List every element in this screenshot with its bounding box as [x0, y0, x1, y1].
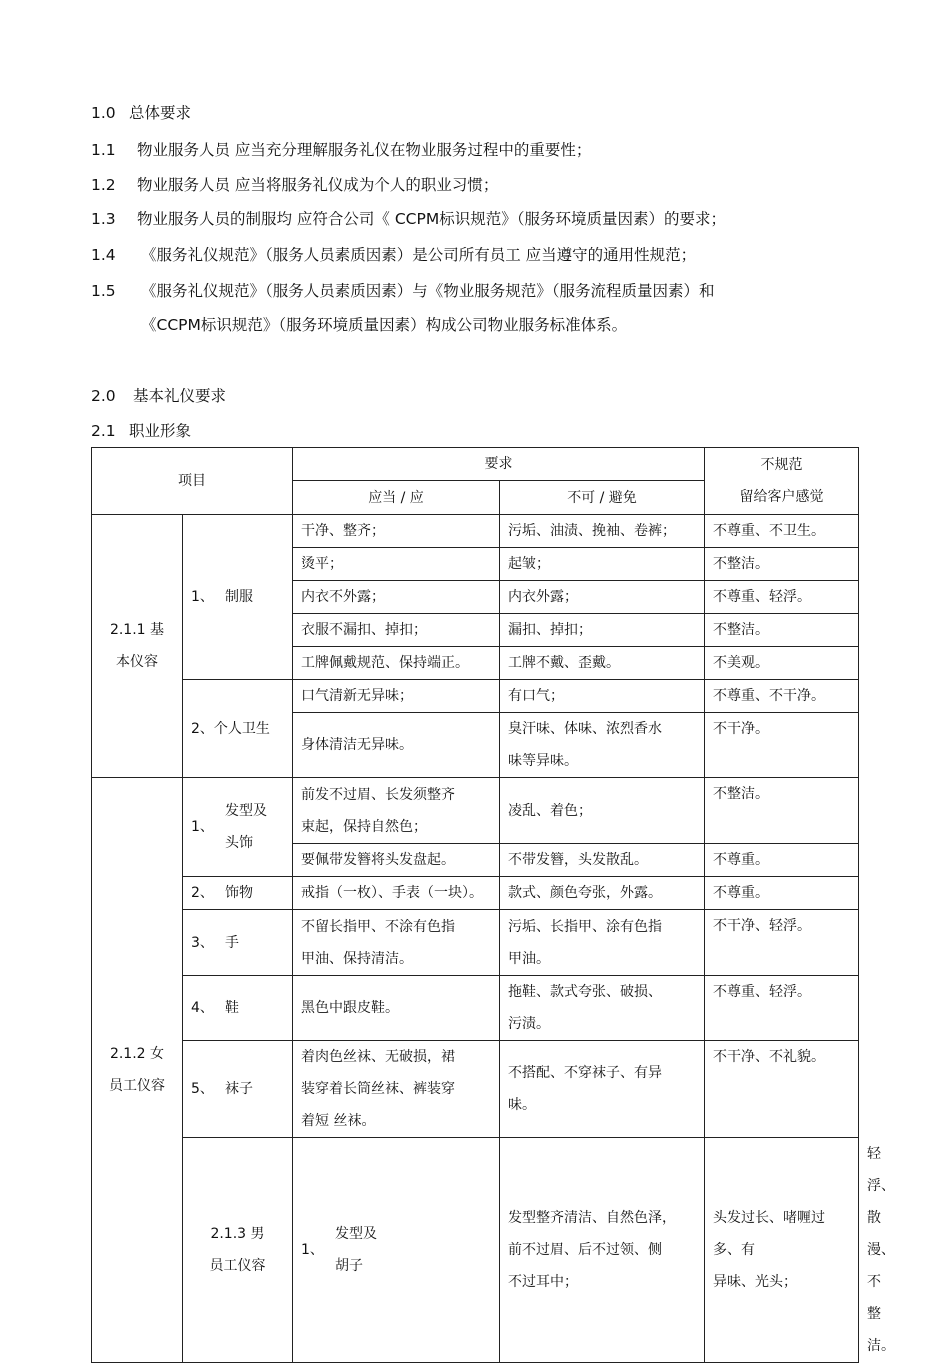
cell-line: 装穿着长筒丝袜、裤装穿: [301, 1081, 455, 1097]
cell-impression: 不干净。: [705, 713, 859, 778]
cell-avoid: [500, 910, 705, 976]
group-label: [335, 1218, 377, 1282]
cell-line: 味。: [508, 1097, 536, 1113]
category-line1: 2.1.2 女: [109, 1046, 165, 1062]
header-avoid: 不可 / 避免: [500, 481, 705, 515]
group-label: [225, 795, 267, 859]
group-male-hair: [293, 1138, 500, 1363]
cell-avoid: 污垢、油渍、挽袖、卷裤；: [500, 515, 705, 548]
cell-line: 头发过长、啫喱过多、有: [713, 1210, 825, 1258]
subsection-number: 2.1: [91, 422, 116, 440]
cell-impression: 不尊重。: [705, 877, 859, 910]
group-number: 4、: [191, 1000, 214, 1016]
subsection-heading: [91, 421, 191, 441]
cell-impression: 不尊重、不卫生。: [705, 515, 859, 548]
group-socks: [183, 1041, 293, 1138]
cell-should: [293, 778, 500, 844]
header-nonstandard-line2: 留给客户感觉: [739, 489, 824, 505]
section-title: 基本礼仪要求: [133, 387, 227, 405]
cell-avoid: 有口气；: [500, 680, 705, 713]
list-item: [91, 245, 696, 265]
cell-should: 工牌佩戴规范、保持端正。: [293, 647, 500, 680]
group-label: 袜子: [225, 1081, 253, 1097]
cell-avoid: 款式、颜色夸张，外露。: [500, 877, 705, 910]
group-accessories: [183, 877, 293, 910]
cell-line: 污垢、长指甲、涂有色指: [508, 918, 662, 935]
cell-avoid: 不带发簪，头发散乱。: [500, 844, 705, 877]
cell-impression: 不尊重、不干净。: [705, 680, 859, 713]
item-number: 1.3: [91, 210, 116, 228]
header-nonstandard: [705, 448, 859, 515]
list-item: [91, 140, 591, 160]
category-male: [183, 1138, 293, 1363]
item-number: 1.4: [91, 246, 116, 264]
group-number: 5、: [191, 1081, 214, 1097]
section-number: 2.0: [91, 387, 116, 405]
cell-line: 不搭配、不穿袜子、有异: [508, 1065, 662, 1081]
cell-impression: 不尊重、轻浮。: [705, 976, 859, 1041]
section2-heading: [91, 386, 226, 406]
group-label: 饰物: [225, 885, 253, 901]
header-requirement: 要求: [293, 448, 705, 481]
cell-impression: 不整洁。: [705, 778, 859, 844]
cell-avoid: [705, 1138, 859, 1363]
cell-line: 甲油。: [508, 950, 550, 967]
item-text: 物业服务人员的制服均 应符合公司《 CCPM标识规范》（服务环境质量因素）的要求；: [137, 210, 726, 228]
section-title: 总体要求: [129, 104, 192, 122]
cell-avoid: 凌乱、着色；: [500, 778, 705, 844]
cell-impression: 不美观。: [705, 647, 859, 680]
cell-avoid: [500, 976, 705, 1041]
cell-impression: 不干净、轻浮。: [705, 910, 859, 976]
cell-avoid: 漏扣、掉扣；: [500, 614, 705, 647]
category-female: [92, 778, 183, 1363]
cell-should: 内衣不外露；: [293, 581, 500, 614]
group-shoes: [183, 976, 293, 1041]
category-basic: [92, 515, 183, 778]
etiquette-table: 项目 要求 不规范 留给客户感觉 应当 / 应 不可 / 避免 2.1.1 基 本仪容 1、 制服 干净、整齐； 污垢、油渍、挽袖、卷裤； 不尊重、不卫生。 烫平； 起皱； 不整洁。 内衣不外露； 内衣外露； 不尊重、轻浮。 衣服不漏扣、掉扣； 漏扣、掉扣； 不整洁。 工牌佩戴规范、保持端正。 工牌不戴、歪戴。 不美观。 2、个人卫生 口气清新无异味； 有口气； 不尊重、不干净。 身体清洁无异味。 臭汗味、体味、浓烈香水 味等异味。 不干净。 2.1.2 女 员工仪容 1、 发型及 头饰 前发不过眉、长发须整齐 束起，保持自然色； 凌乱、着色； 不整洁。 要佩带发簪将头发盘起。 不带发簪，头发散乱。 不尊重。 2、 饰物 戒指（一枚）、手表（一块）。 款式、颜色夸张，外露。 不尊重。 3、 手 不留长指甲、不涂有色指 甲油、保持清洁。 污垢、长指甲、涂有色指 甲油。 不干净、轻浮。 4、 鞋 黑色中跟皮鞋。 拖鞋、款式夸张、破损、 污渍。 不尊重、轻浮。 5、 袜子 着肉色丝袜、无破损，裙 装穿着长筒丝袜、裤装穿 着短 丝袜。 不搭配、不穿袜子、有异 味。 不干净、不礼貌。 2.1.3 男 员工仪容 1、 发型及 胡子 发型整齐清洁、自然色泽， 前不过眉、后不过领、侧 不过耳中； 头发过长、啫喱过多、有 异味、光头； 轻浮、散漫、不整 洁。: [91, 447, 859, 1363]
section1-heading: [91, 103, 191, 123]
group-number: 1、: [191, 589, 214, 605]
group-label: 制服: [225, 589, 253, 605]
cell-impression: 不整洁。: [705, 548, 859, 581]
cell-should: [500, 1138, 705, 1363]
list-item: [91, 175, 498, 195]
cell-should: 口气清新无异味；: [293, 680, 500, 713]
group-uniform: [183, 515, 293, 680]
cell-avoid: 工牌不戴、歪戴。: [500, 647, 705, 680]
cell-line: 着肉色丝袜、无破损，裙: [301, 1049, 455, 1065]
cell-avoid: [500, 713, 705, 778]
category-line2: 本仪容: [116, 654, 158, 670]
category-line1: 2.1.1 基: [109, 622, 165, 638]
list-item: [91, 281, 715, 301]
group-number: 3、: [191, 934, 214, 951]
group-label-line2: 头饰: [225, 835, 253, 851]
cell-should: [293, 910, 500, 976]
cell-should: 烫平；: [293, 548, 500, 581]
cell-line: 污渍。: [508, 1016, 550, 1032]
category-line1: 2.1.3 男: [210, 1226, 265, 1242]
group-label: 手: [225, 934, 239, 951]
list-item-continuation: [141, 315, 627, 335]
cell-line: 前不过眉、后不过领、侧: [508, 1242, 662, 1258]
group-hygiene: 2、个人卫生: [183, 680, 293, 778]
section-number: 1.0: [91, 104, 116, 122]
group-number: 1、: [191, 819, 214, 835]
item-text: 《CCPM标识规范》（服务环境质量因素）构成公司物业服务标准体系。: [141, 316, 628, 334]
subsection-title: 职业形象: [129, 422, 192, 440]
group-label: 鞋: [225, 1000, 239, 1016]
cell-line: 束起，保持自然色；: [301, 818, 427, 835]
cell-line: 拖鞋、款式夸张、破损、: [508, 984, 662, 1000]
cell-line: 甲油、保持清洁。: [301, 950, 413, 967]
cell-should: 衣服不漏扣、掉扣；: [293, 614, 500, 647]
group-label-line1: 发型及: [225, 803, 267, 819]
cell-should: [293, 1041, 500, 1138]
cell-should: 戒指（一枚）、手表（一块）。: [293, 877, 500, 910]
item-number: 1.2: [91, 176, 116, 194]
cell-line: 前发不过眉、长发须整齐: [301, 786, 455, 803]
cell-impression: 不尊重。: [705, 844, 859, 877]
cell-avoid: [500, 1041, 705, 1138]
cell-impression: 不整洁。: [705, 614, 859, 647]
group-number: 1、: [301, 1242, 324, 1258]
group-label-line2: 胡子: [335, 1258, 363, 1274]
item-text: 物业服务人员 应当充分理解服务礼仪在物业服务过程中的重要性；: [137, 141, 592, 159]
cell-impression: 不尊重、轻浮。: [705, 581, 859, 614]
cell-line: 不过耳中；: [508, 1274, 578, 1290]
item-text: 《服务礼仪规范》（服务人员素质因素）与《物业服务规范》（服务流程质量因素）和: [141, 282, 715, 300]
cell-should: 身体清洁无异味。: [293, 713, 500, 778]
cell-impression: 不干净、不礼貌。: [705, 1041, 859, 1138]
item-text: 《服务礼仪规范》（服务人员素质因素）是公司所有员工 应当遵守的通用性规范；: [141, 246, 697, 264]
group-label-line1: 发型及: [335, 1226, 377, 1242]
item-text: 物业服务人员 应当将服务礼仪成为个人的职业习惯；: [137, 176, 499, 194]
cell-line: 发型整齐清洁、自然色泽，: [508, 1210, 676, 1226]
cell-line: 着短 丝袜。: [301, 1113, 376, 1129]
group-hair: [183, 778, 293, 877]
cell-line: 臭汗味、体味、浓烈香水: [508, 721, 662, 737]
cell-should: 黑色中跟皮鞋。: [293, 976, 500, 1041]
cell-line: 异味、光头；: [713, 1274, 797, 1290]
cell-line: 不留长指甲、不涂有色指: [301, 918, 455, 935]
header-item: 项目: [92, 448, 293, 515]
item-number: 1.5: [91, 282, 116, 300]
category-line2: 员工仪容: [209, 1258, 266, 1274]
cell-avoid: 内衣外露；: [500, 581, 705, 614]
list-item: [91, 209, 726, 229]
cell-should: 干净、整齐；: [293, 515, 500, 548]
header-nonstandard-line1: 不规范: [760, 457, 803, 473]
group-number: 2、: [191, 885, 214, 901]
cell-line: 味等异味。: [508, 753, 578, 769]
category-line2: 员工仪容: [109, 1078, 165, 1094]
cell-avoid: 起皱；: [500, 548, 705, 581]
cell-should: 要佩带发簪将头发盘起。: [293, 844, 500, 877]
header-should: 应当 / 应: [293, 481, 500, 515]
item-number: 1.1: [91, 141, 116, 159]
group-hands: [183, 910, 293, 976]
